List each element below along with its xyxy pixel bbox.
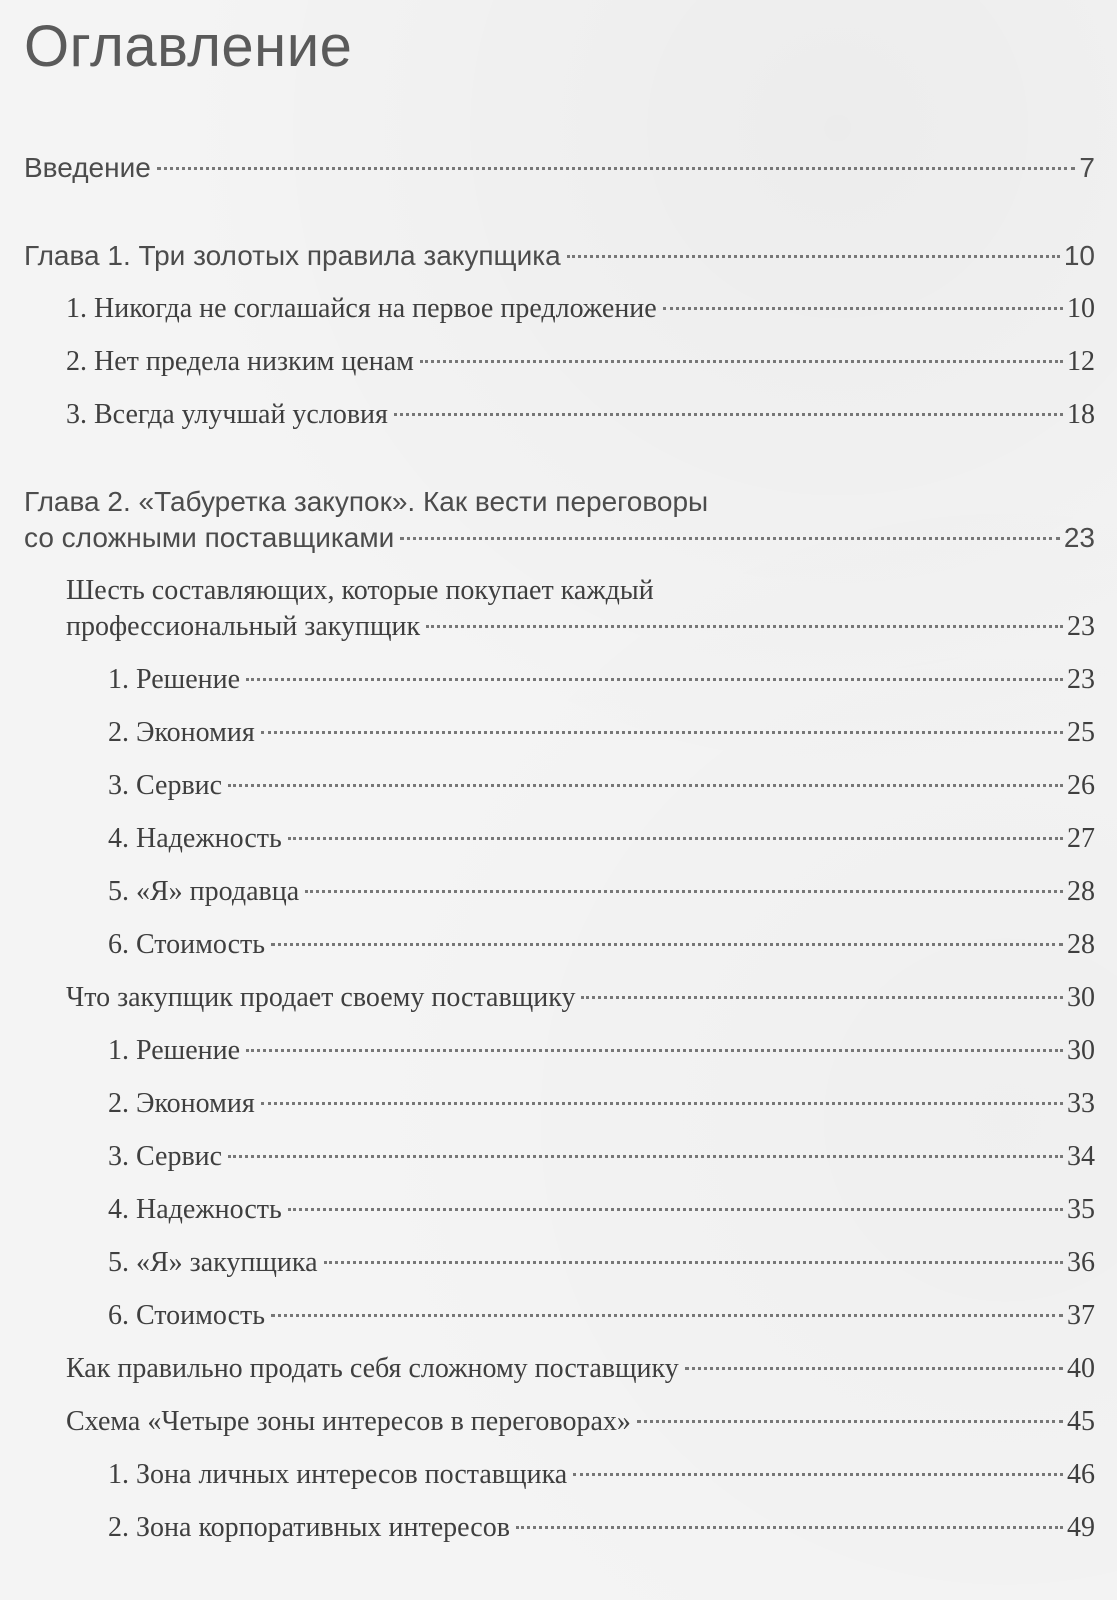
toc-entry-label: 3. Сервис — [108, 1141, 223, 1172]
toc-page-number: 23 — [1067, 664, 1095, 695]
toc-entry-label-line-2: профессиональный закупщик — [66, 611, 421, 642]
dotted-leader — [246, 1049, 1063, 1052]
toc-entry-personal-interests — [24, 1457, 1095, 1493]
toc-line — [108, 1457, 1095, 1493]
toc-line — [108, 662, 1095, 698]
toc-entry-service — [24, 768, 1095, 804]
toc-entry-cost — [24, 927, 1095, 963]
toc-page-number: 23 — [1063, 522, 1095, 553]
toc-line — [108, 927, 1095, 963]
dotted-leader — [567, 255, 1060, 258]
toc-entry-reliability — [24, 821, 1095, 857]
toc-line — [66, 609, 1095, 645]
toc-line — [108, 821, 1095, 857]
toc-page-number: 26 — [1067, 770, 1095, 801]
toc-entry-rule-3 — [24, 397, 1095, 433]
toc-entry-label: 1. Решение — [108, 1035, 241, 1066]
toc-entry-cost-2 — [24, 1298, 1095, 1334]
toc-page-number: 30 — [1067, 982, 1095, 1013]
toc-line — [108, 768, 1095, 804]
toc-entry-label-line-1: Глава 2. «Табуретка закупок». Как вести переговоры — [24, 486, 709, 517]
toc-entry-savings-2 — [24, 1086, 1095, 1122]
dotted-leader — [157, 167, 1076, 170]
toc-entry-label: 5. «Я» закупщика — [108, 1247, 318, 1278]
toc-entry-label: 1. Решение — [108, 664, 241, 695]
dotted-leader — [573, 1473, 1063, 1476]
dotted-leader — [288, 837, 1063, 840]
dotted-leader — [324, 1261, 1063, 1264]
dotted-leader — [685, 1367, 1063, 1370]
toc-line — [66, 344, 1095, 380]
toc-entry-chapter-1 — [24, 238, 1095, 274]
dotted-leader — [261, 731, 1063, 734]
toc-page-number: 30 — [1067, 1035, 1095, 1066]
toc-entry-label: 4. Надежность — [108, 1194, 282, 1225]
toc-page-number: 10 — [1067, 293, 1095, 324]
toc-entry-label: 4. Надежность — [108, 823, 282, 854]
toc-line — [108, 874, 1095, 910]
toc-line — [24, 520, 1095, 556]
toc-entry-rule-1 — [24, 291, 1095, 327]
toc-entry-rule-2 — [24, 344, 1095, 380]
dotted-leader — [663, 307, 1063, 310]
toc-entry-buyer-self — [24, 1245, 1095, 1281]
toc-line — [108, 1139, 1095, 1175]
toc-line — [108, 715, 1095, 751]
toc-entry-chapter-2 — [24, 484, 1095, 556]
toc-entry-corporate-interests — [24, 1510, 1095, 1546]
toc-page-number: 23 — [1067, 611, 1095, 642]
page-title: Оглавление — [24, 14, 353, 79]
toc-page-number: 45 — [1067, 1406, 1095, 1437]
toc-page-number: 40 — [1067, 1353, 1095, 1384]
toc-line — [66, 291, 1095, 327]
dotted-leader — [420, 360, 1063, 363]
toc-entry-label: 1. Никогда не соглашайся на первое предложение — [66, 293, 657, 324]
toc-entry-interest-zones — [24, 1404, 1095, 1440]
dotted-leader — [228, 1155, 1063, 1158]
toc-entry-label-line-2: со сложными поставщиками — [24, 522, 395, 553]
toc-line — [66, 1351, 1095, 1387]
toc-page-number: 49 — [1067, 1512, 1095, 1543]
toc-page-number: 12 — [1067, 346, 1095, 377]
toc-line — [108, 1192, 1095, 1228]
toc-entry-label: 6. Стоимость — [108, 1300, 266, 1331]
toc-page-number: 27 — [1067, 823, 1095, 854]
dotted-leader — [271, 1314, 1063, 1317]
toc-entry-decision — [24, 662, 1095, 698]
toc-page-number: 35 — [1067, 1194, 1095, 1225]
toc-line — [24, 150, 1095, 186]
dotted-leader — [394, 413, 1063, 416]
toc-entry-label: 1. Зона личных интересов поставщика — [108, 1459, 568, 1490]
toc-entry-label: Глава 1. Три золотых правила закупщика — [24, 240, 561, 271]
toc-entry-label: Введение — [24, 152, 151, 183]
toc-entry-savings — [24, 715, 1095, 751]
dotted-leader — [305, 890, 1063, 893]
toc-page-number: 28 — [1067, 876, 1095, 907]
toc-line — [108, 1245, 1095, 1281]
toc-entry-label: 2. Экономия — [108, 1088, 255, 1119]
dotted-leader — [288, 1208, 1063, 1211]
toc-entry-reliability-2 — [24, 1192, 1095, 1228]
toc-page-number: 46 — [1067, 1459, 1095, 1490]
toc-entry-decision-2 — [24, 1033, 1095, 1069]
toc-line — [66, 980, 1095, 1016]
toc-page-number: 36 — [1067, 1247, 1095, 1278]
toc-entry-six-components — [24, 573, 1095, 645]
dotted-leader — [637, 1420, 1063, 1423]
toc-entry-label: 2. Нет предела низким ценам — [66, 346, 414, 377]
toc-entry-introduction — [24, 150, 1095, 186]
toc-entry-label: 3. Сервис — [108, 770, 223, 801]
toc-line — [108, 1510, 1095, 1546]
dotted-leader — [271, 943, 1063, 946]
toc-entry-label: 3. Всегда улучшай условия — [66, 399, 388, 430]
toc-entry-label: 2. Экономия — [108, 717, 255, 748]
dotted-leader — [228, 784, 1063, 787]
toc-page-number: 7 — [1079, 152, 1095, 183]
dotted-leader — [581, 996, 1063, 999]
toc-entry-label: 2. Зона корпоративных интересов — [108, 1512, 510, 1543]
toc-entry-label: Схема «Четыре зоны интересов в переговорах» — [66, 1406, 631, 1437]
toc-entry-label: 5. «Я» продавца — [108, 876, 300, 907]
toc-page-number: 33 — [1067, 1088, 1095, 1119]
toc-entry-seller-self — [24, 874, 1095, 910]
dotted-leader — [246, 678, 1063, 681]
toc-page-number: 10 — [1063, 240, 1095, 271]
toc-entry-label: Что закупщик продает своему поставщику — [66, 982, 576, 1013]
toc-line — [108, 1086, 1095, 1122]
toc-entry-what-buyer-sells — [24, 980, 1095, 1016]
toc-line — [108, 1298, 1095, 1334]
toc-entry-label: 6. Стоимость — [108, 929, 266, 960]
toc-line — [24, 238, 1095, 274]
toc-entry-service-2 — [24, 1139, 1095, 1175]
toc-page-number: 34 — [1067, 1141, 1095, 1172]
dotted-leader — [400, 537, 1060, 540]
dotted-leader — [261, 1102, 1063, 1105]
toc-line — [108, 1033, 1095, 1069]
toc-page-number: 25 — [1067, 717, 1095, 748]
dotted-leader — [516, 1526, 1063, 1529]
toc-entry-sell-yourself — [24, 1351, 1095, 1387]
toc-page-number: 37 — [1067, 1300, 1095, 1331]
toc-page-number: 28 — [1067, 929, 1095, 960]
toc-line — [66, 397, 1095, 433]
toc-line — [66, 1404, 1095, 1440]
toc-entry-label-line-1: Шесть составляющих, которые покупает каждый — [66, 575, 654, 606]
toc-entry-label: Как правильно продать себя сложному поставщику — [66, 1353, 679, 1384]
toc-page-number: 18 — [1067, 399, 1095, 430]
dotted-leader — [426, 625, 1063, 628]
